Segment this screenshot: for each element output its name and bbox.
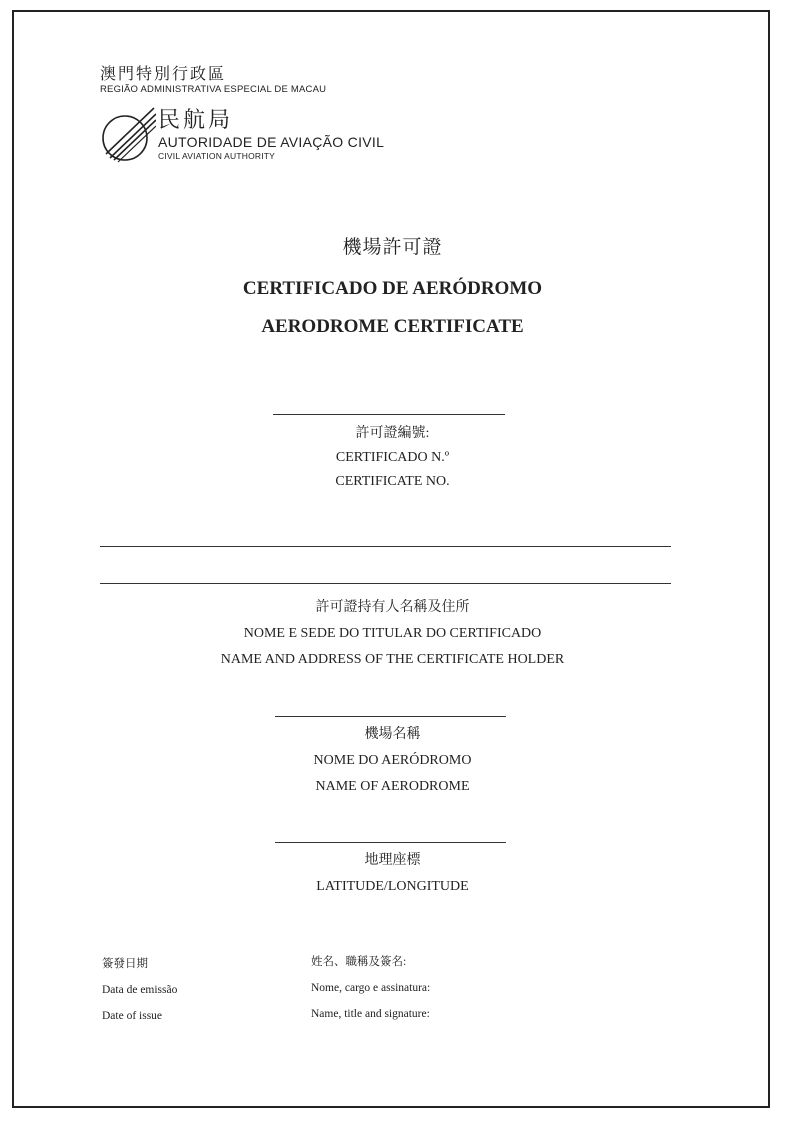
coordinates-line[interactable]: [275, 842, 506, 843]
signatory-label-en: Name, title and signature:: [311, 1008, 430, 1020]
holder-line-1[interactable]: [100, 546, 671, 547]
title-en: AERODROME CERTIFICATE: [261, 316, 524, 337]
issue-date-label: [102, 951, 177, 1029]
issue-date-label-en: Date of issue: [102, 1010, 163, 1022]
certificate-no-label: [0, 422, 785, 494]
agency-name-en: CIVIL AVIATION AUTHORITY: [158, 151, 276, 161]
holder-label-zh: 許可證持有人名稱及住所: [315, 600, 470, 615]
aerodrome-name-line[interactable]: [275, 716, 506, 717]
certificate-no-line[interactable]: [273, 414, 505, 415]
holder-label: [0, 595, 785, 673]
aerodrome-label-en: NAME OF AERODROME: [315, 779, 470, 794]
signatory-label: [311, 949, 430, 1027]
agency-name-pt: AUTORIDADE DE AVIAÇÃO CIVIL: [158, 134, 385, 150]
title-pt: CERTIFICADO DE AERÓDROMO: [242, 278, 543, 299]
signatory-label-pt: Nome, cargo e assinatura:: [311, 982, 431, 994]
region-name-zh: 澳門特別行政區: [100, 66, 227, 83]
aerodrome-label-zh: 機場名稱: [364, 727, 421, 742]
issue-date-label-zh: 簽發日期: [102, 958, 148, 970]
holder-line-2[interactable]: [100, 583, 671, 584]
signatory-label-zh: 姓名、職稱及簽名:: [311, 956, 407, 968]
certificate-no-label-pt: CERTIFICADO N.º: [335, 450, 450, 465]
issue-date-label-pt: Data de emissão: [102, 984, 178, 996]
agency-name-zh: 民航局: [158, 107, 234, 132]
coordinates-label-zh: 地理座標: [364, 853, 421, 868]
title-zh: 機場許可證: [342, 237, 443, 258]
civil-aviation-emblem-icon: [100, 106, 156, 166]
region-name-pt: REGIÃO ADMINISTRATIVA ESPECIAL DE MACAU: [100, 84, 327, 95]
agency-logo: [100, 106, 400, 170]
coordinates-label: [0, 848, 785, 900]
holder-label-pt: NOME E SEDE DO TITULAR DO CERTIFICADO: [243, 626, 542, 641]
agency-header: [100, 66, 326, 96]
aerodrome-label: [0, 722, 785, 800]
certificate-no-label-zh: 許可證編號:: [355, 426, 430, 441]
aerodrome-label-pt: NOME DO AERÓDROMO: [313, 753, 472, 768]
certificate-no-label-en: CERTIFICATE NO.: [335, 474, 450, 489]
page-border: [12, 10, 770, 1108]
coordinates-label-en: LATITUDE/LONGITUDE: [316, 879, 469, 894]
holder-label-en: NAME AND ADDRESS OF THE CERTIFICATE HOLDER: [220, 652, 565, 667]
